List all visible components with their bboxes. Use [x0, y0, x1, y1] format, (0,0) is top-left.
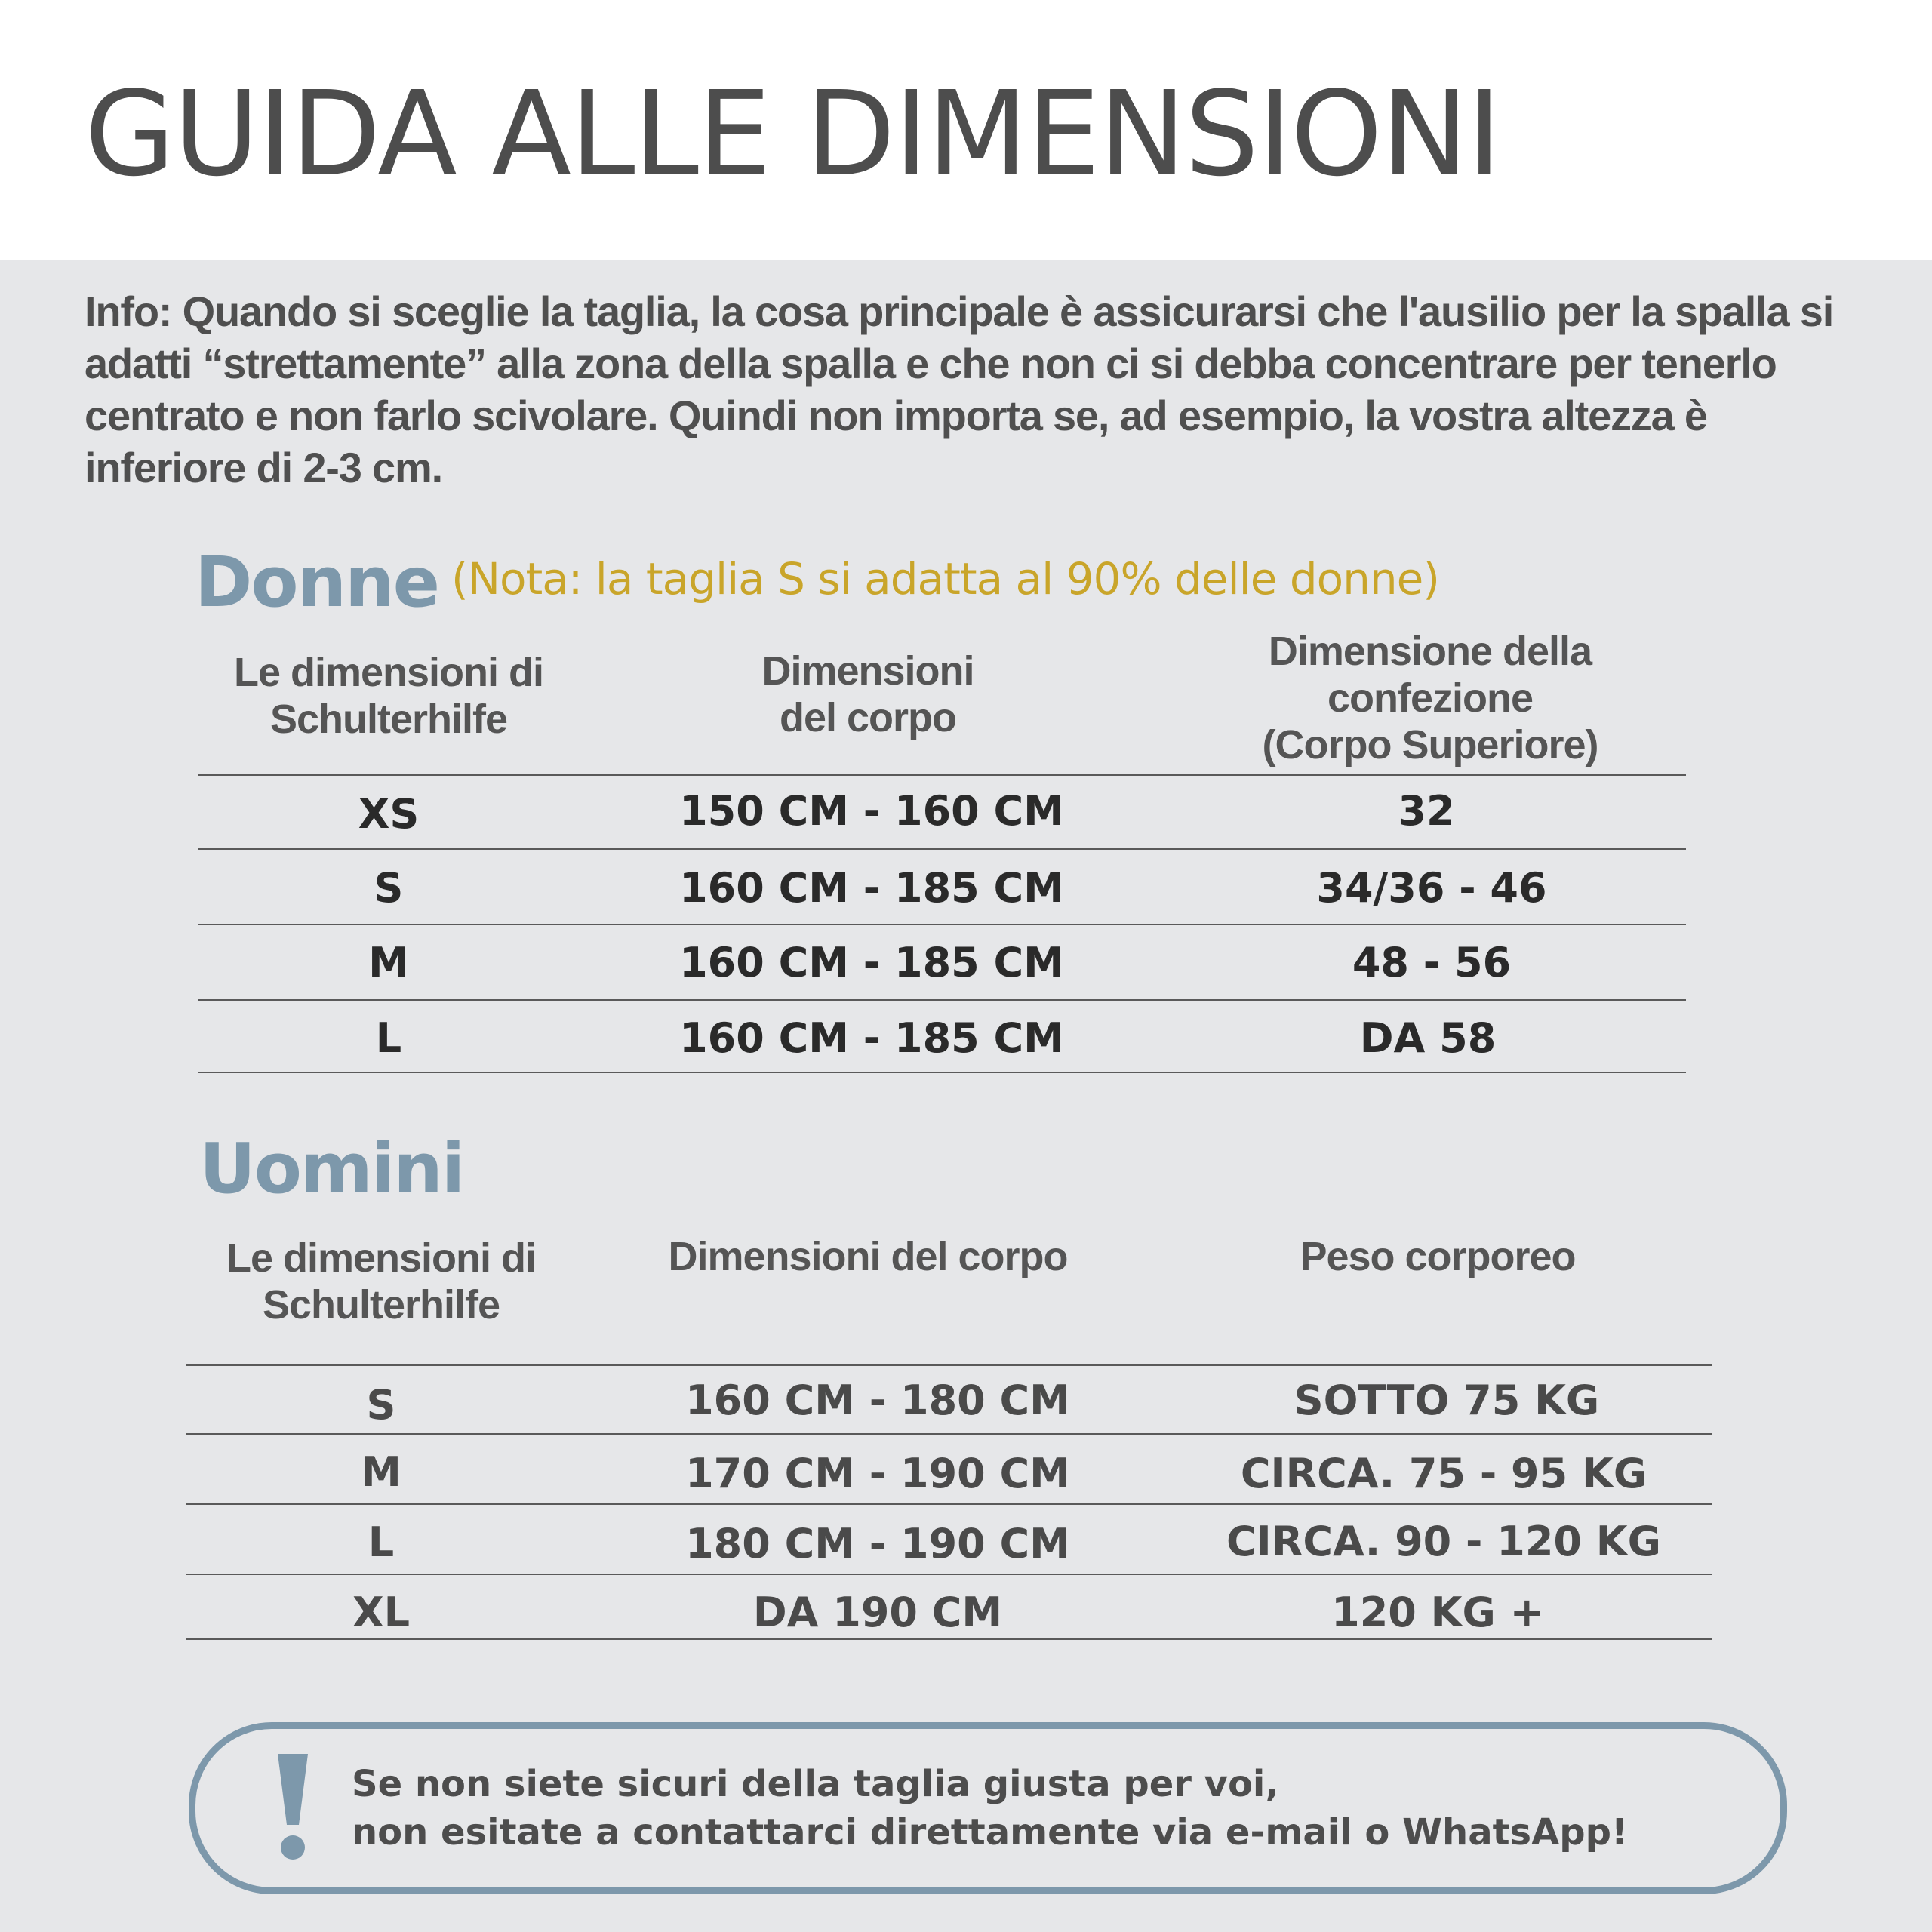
size-cell: XS: [358, 790, 420, 838]
table-divider: [198, 848, 1686, 850]
men-header-body-weight: Peso corporeo: [1300, 1234, 1576, 1279]
size-cell: XL: [352, 1589, 411, 1636]
body-size-cell: 180 CM - 190 CM: [685, 1520, 1070, 1567]
body-size-cell: 160 CM - 185 CM: [679, 864, 1064, 912]
body-weight-cell: CIRCA. 75 - 95 KG: [1240, 1450, 1647, 1497]
women-section-title: Donne: [195, 542, 438, 623]
women-size-note: (Nota: la taglia S si adatta al 90% delle donne): [451, 553, 1439, 605]
women-header-body-size: Dimensioni del corpo: [761, 648, 974, 740]
table-divider: [186, 1503, 1712, 1505]
table-divider: [186, 1364, 1712, 1366]
table-divider: [198, 774, 1686, 776]
size-cell: S: [366, 1381, 396, 1429]
body-size-cell: 160 CM - 180 CM: [685, 1377, 1070, 1424]
women-header-schulterhilfe-size: Le dimensioni di Schulterhilfe: [233, 650, 544, 742]
men-header-schulterhilfe-size: Le dimensioni di Schulterhilfe: [226, 1235, 537, 1327]
size-cell: M: [361, 1448, 401, 1496]
body-weight-cell: SOTTO 75 KG: [1294, 1377, 1600, 1424]
body-weight-cell: CIRCA. 90 - 120 KG: [1226, 1518, 1661, 1565]
contact-notice-text: Se non siete sicuri della taglia giusta per voi, non esitate a contattarci direttamente via e-mail o WhatsApp!: [352, 1763, 1628, 1854]
info-paragraph: Info: Quando si sceglie la taglia, la cosa principale è assicurarsi che l'ausilio per la spalla si adatti “strettamente” alla zona della spalla e che non ci si debba concentrare per tenerlo centrato e non farlo scivolare. Quindi non importa se, ad esempio, la vostra altezza è inferiore di 2-3 cm.: [85, 288, 1834, 491]
package-size-cell: DA 58: [1359, 1014, 1497, 1062]
size-cell: S: [374, 864, 404, 912]
size-cell: L: [368, 1518, 395, 1566]
table-divider: [198, 999, 1686, 1001]
men-section-title: Uomini: [199, 1128, 464, 1209]
title-banner: [0, 0, 1932, 260]
table-divider: [186, 1433, 1712, 1435]
body-size-cell: 150 CM - 160 CM: [679, 787, 1064, 835]
men-header-body-size: Dimensioni del corpo: [668, 1234, 1068, 1279]
body-size-cell: 160 CM - 185 CM: [679, 1014, 1064, 1062]
body-size-cell: 160 CM - 185 CM: [679, 939, 1064, 986]
table-divider: [198, 1072, 1686, 1073]
body-weight-cell: 120 KG +: [1331, 1589, 1544, 1636]
size-cell: L: [375, 1014, 402, 1062]
body-size-cell: DA 190 CM: [752, 1589, 1003, 1636]
exclamation-icon: [270, 1749, 315, 1863]
table-divider: [186, 1574, 1712, 1575]
body-size-cell: 170 CM - 190 CM: [685, 1450, 1070, 1497]
package-size-cell: 32: [1398, 787, 1455, 835]
size-cell: M: [368, 939, 409, 986]
table-divider: [198, 924, 1686, 925]
package-size-cell: 34/36 - 46: [1316, 864, 1547, 912]
page-title: GUIDA ALLE DIMENSIONI: [85, 66, 1500, 202]
package-size-cell: 48 - 56: [1352, 939, 1512, 986]
women-header-package-size: Dimensione della confezione (Corpo Superiore): [1262, 629, 1598, 768]
table-divider: [186, 1638, 1712, 1640]
